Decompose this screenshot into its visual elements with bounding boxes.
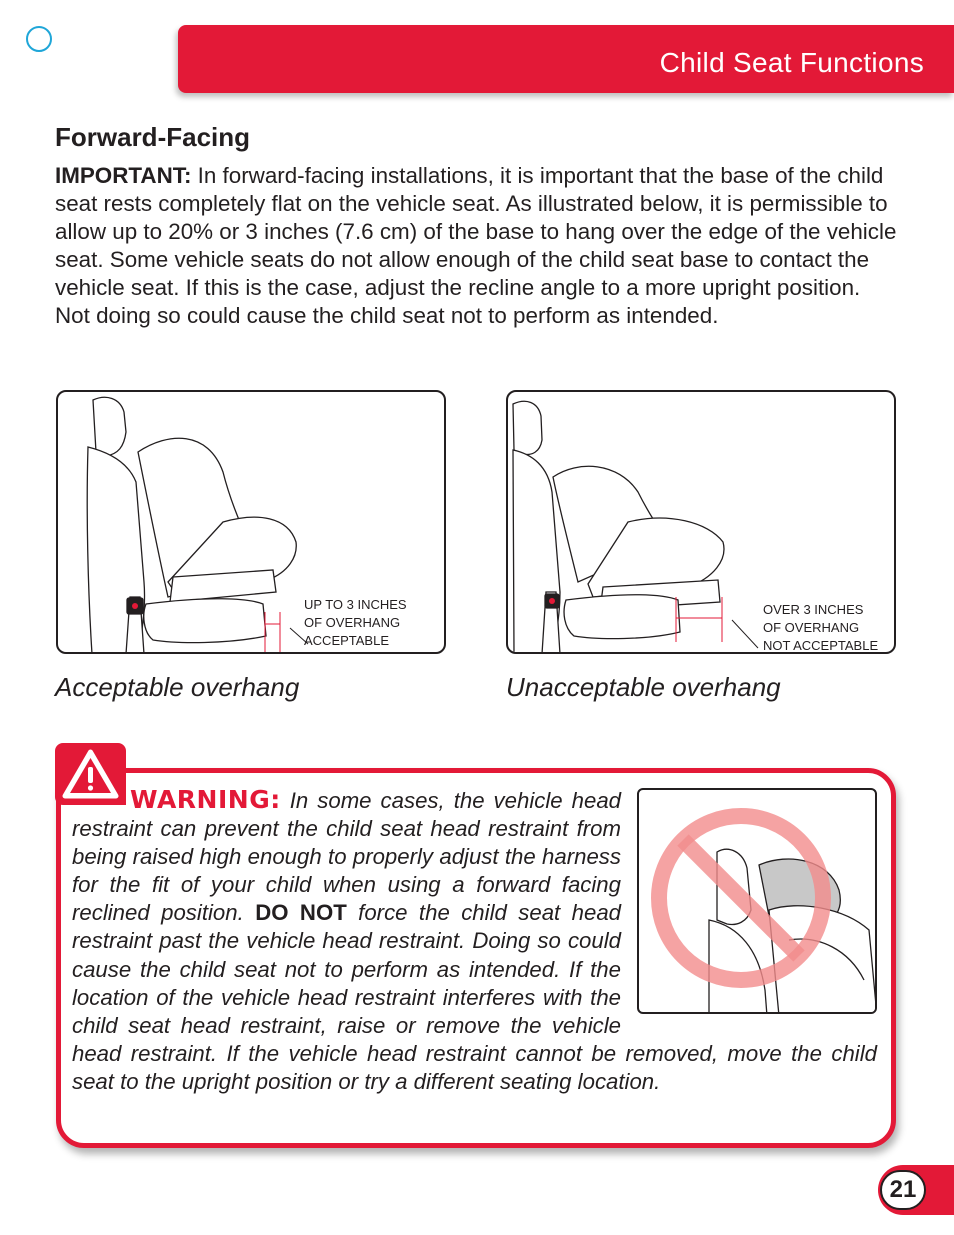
acceptable-overhang-note — [304, 596, 407, 650]
warning-body-2: force the child seat head restraint past the vehicle head restraint. Doing so could cause the child seat not to perform as intended. If the location of the vehicle head restraint interferes with the child seat head restraint, raise or remove the vehicle head restraint. If the vehicle head restraint cannot be removed, move the child seat to the upright position or try a different seating location. — [72, 900, 877, 1094]
intro-paragraph — [55, 162, 900, 330]
note-line: OF OVERHANG — [304, 615, 401, 630]
registration-mark — [26, 26, 52, 52]
unacceptable-overhang-note — [763, 601, 878, 654]
note-line: ACCEPTABLE — [304, 633, 390, 648]
prohibited-head-restraint-illustration — [639, 790, 877, 1014]
note-line: UP TO 3 INCHES — [304, 597, 407, 612]
warning-illustration — [637, 788, 877, 1014]
do-not-emphasis: DO NOT — [255, 900, 347, 926]
warning-body-1: In some cases, the vehicle head restraint can prevent the child seat head restraint from being raised high enough to properly adjust the harness for the fit of your child when using a forward facing reclined position. — [72, 788, 621, 926]
caption-unacceptable: Unacceptable overhang — [506, 672, 781, 702]
header-bar — [178, 25, 954, 93]
note-line: OF OVERHANG — [763, 620, 860, 635]
note-line: NOT ACCEPTABLE — [763, 638, 879, 653]
important-label: IMPORTANT: — [55, 163, 192, 188]
intro-body: In forward-facing installations, it is important that the base of the child seat rests completely flat on the vehicle seat. As illustrated below, it is permissible to allow up to 20% or 3 inches (7.6 cm) of the base to hang over the edge of the vehicle seat. Some vehicle seats do not allow enough of the child seat base to contact the vehicle seat. If this is the case, adjust the recline angle to a more upright position. Not doing so could cause the child seat not to perform as intended. — [55, 163, 897, 328]
caption-acceptable: Acceptable overhang — [55, 672, 300, 702]
warning-text — [72, 786, 877, 1096]
page-number: 21 — [880, 1170, 926, 1210]
figure-acceptable-overhang — [56, 390, 446, 654]
page-header-title: Child Seat Functions — [659, 47, 924, 78]
section-title: Forward-Facing — [55, 122, 251, 152]
warning-label: WARNING: — [130, 785, 281, 814]
note-line: OVER 3 INCHES — [763, 602, 864, 617]
figure-unacceptable-overhang — [506, 390, 896, 654]
